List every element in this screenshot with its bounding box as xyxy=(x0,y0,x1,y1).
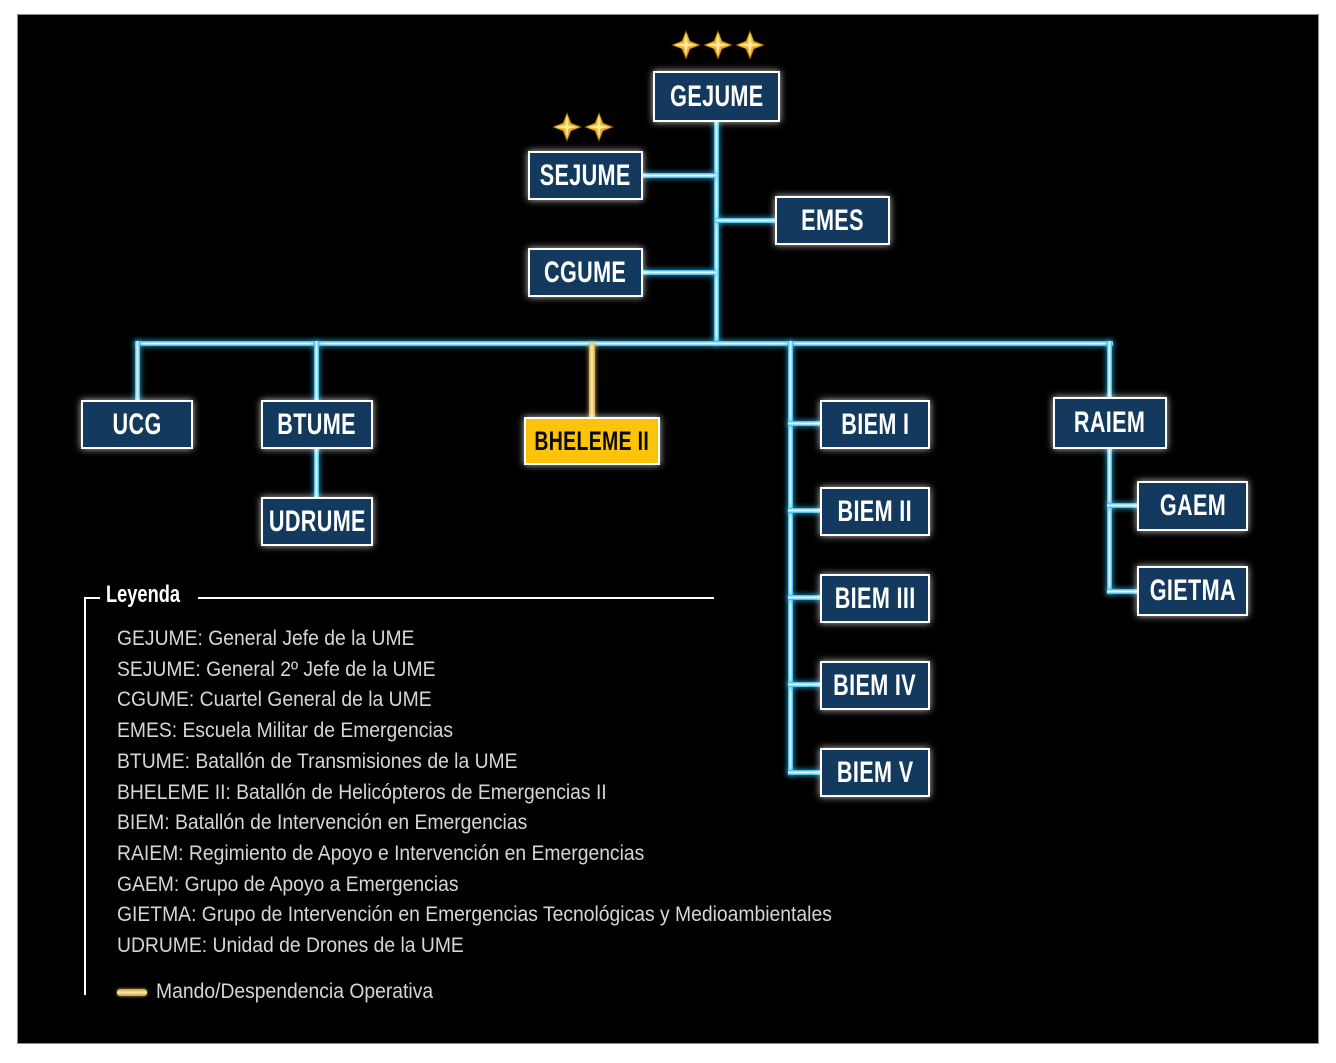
org-node-bheleme-ii xyxy=(524,417,660,465)
legend-title-rule xyxy=(198,597,714,599)
org-node-sejume-label: SEJUME xyxy=(540,158,631,192)
org-node-ucg-label: UCG xyxy=(112,407,162,441)
connector-emes xyxy=(716,218,777,223)
connector-gejume-trunk xyxy=(714,121,719,345)
org-node-btume-label: BTUME xyxy=(277,407,357,441)
legend-corner-tick xyxy=(84,597,100,599)
org-node-biem-iii xyxy=(820,574,930,623)
connector-raiem-drop xyxy=(1107,341,1112,402)
org-node-gejume-label: GEJUME xyxy=(669,79,764,113)
connector-biem-i-stub xyxy=(788,421,822,426)
org-node-biem-v xyxy=(820,748,930,797)
org-node-cgume xyxy=(528,248,643,297)
org-node-gejume xyxy=(653,71,780,122)
legend-left-line xyxy=(84,598,86,995)
connector-sejume xyxy=(642,173,716,178)
connector-btume-drop xyxy=(314,341,319,402)
org-node-biem-ii xyxy=(820,487,930,536)
org-node-cgume-label: CGUME xyxy=(544,255,627,289)
yellow-line-swatch-icon xyxy=(117,989,147,996)
org-node-btume xyxy=(261,400,373,449)
legend-item: EMES: Escuela Militar de Emergencias xyxy=(117,719,454,743)
connector-gietma-stub xyxy=(1107,589,1139,594)
org-node-emes xyxy=(775,196,890,245)
legend-item: GEJUME: General Jefe de la UME xyxy=(117,627,415,650)
org-node-raiem-label: RAIEM xyxy=(1074,406,1146,439)
connector-ucg-drop xyxy=(135,341,140,402)
org-node-biem-iii-label: BIEM III xyxy=(834,581,916,615)
legend-item: RAIEM: Regimiento de Apoyo e Intervención en Emergencias xyxy=(117,841,645,865)
org-node-gietma xyxy=(1137,566,1248,616)
legend-item: BIEM: Batallón de Intervención en Emergencias xyxy=(117,811,528,835)
org-node-biem-ii-label: BIEM II xyxy=(837,494,913,528)
org-node-biem-iv-label: BIEM IV xyxy=(833,668,917,702)
org-node-udrume-label: UDRUME xyxy=(268,504,366,538)
rank-star-icon xyxy=(552,112,582,142)
org-node-gaem xyxy=(1137,481,1248,531)
legend-item: CGUME: Cuartel General de la UME xyxy=(117,688,432,712)
connector-biem-iii-stub xyxy=(788,595,822,600)
legend-item: GIETMA: Grupo de Intervención en Emergencias Tecnológicas y Medioambientales xyxy=(117,903,832,927)
org-node-gietma-label: GIETMA xyxy=(1149,574,1236,607)
connector-biem-ii-stub xyxy=(788,508,822,513)
org-node-biem-i-label: BIEM I xyxy=(840,407,910,441)
legend-item: GAEM: Grupo de Apoyo a Emergencias xyxy=(117,872,459,896)
sejume-rank-stars xyxy=(552,112,614,142)
org-node-ucg xyxy=(81,400,193,449)
gejume-rank-stars xyxy=(671,30,765,60)
rank-star-icon xyxy=(735,30,765,60)
connector-main-horizontal xyxy=(135,341,1113,346)
legend-operational-row xyxy=(117,979,457,1005)
legend-title: Leyenda xyxy=(106,581,181,608)
org-node-sejume xyxy=(528,151,643,200)
legend-list xyxy=(117,624,894,962)
legend-operational-label: Mando/Despendencia Operativa xyxy=(156,980,434,1003)
connector-btume-udrume xyxy=(314,446,319,499)
legend-item: SEJUME: General 2º Jefe de la UME xyxy=(117,657,436,681)
legend-item: BHELEME II: Batallón de Helicópteros de Emergencias II xyxy=(117,780,607,804)
connector-raiem-subtrunk xyxy=(1107,448,1112,594)
connector-gaem-stub xyxy=(1107,503,1139,508)
org-node-raiem xyxy=(1053,397,1167,449)
org-node-biem-iv xyxy=(820,661,930,710)
org-node-emes-label: EMES xyxy=(801,203,864,237)
rank-star-icon xyxy=(671,30,701,60)
org-node-biem-i xyxy=(820,400,930,449)
connector-bheleme-operational xyxy=(589,343,595,419)
legend-item: UDRUME: Unidad de Drones de la UME xyxy=(117,934,464,958)
legend-item: BTUME: Batallón de Transmisiones de la UME xyxy=(117,749,518,773)
org-node-udrume xyxy=(261,497,373,546)
org-node-gaem-label: GAEM xyxy=(1159,489,1226,522)
org-node-biem-v-label: BIEM V xyxy=(836,755,914,789)
rank-star-icon xyxy=(703,30,733,60)
rank-star-icon xyxy=(584,112,614,142)
org-node-bheleme-ii-label: BHELEME II xyxy=(534,425,650,456)
connector-cgume xyxy=(642,270,716,275)
